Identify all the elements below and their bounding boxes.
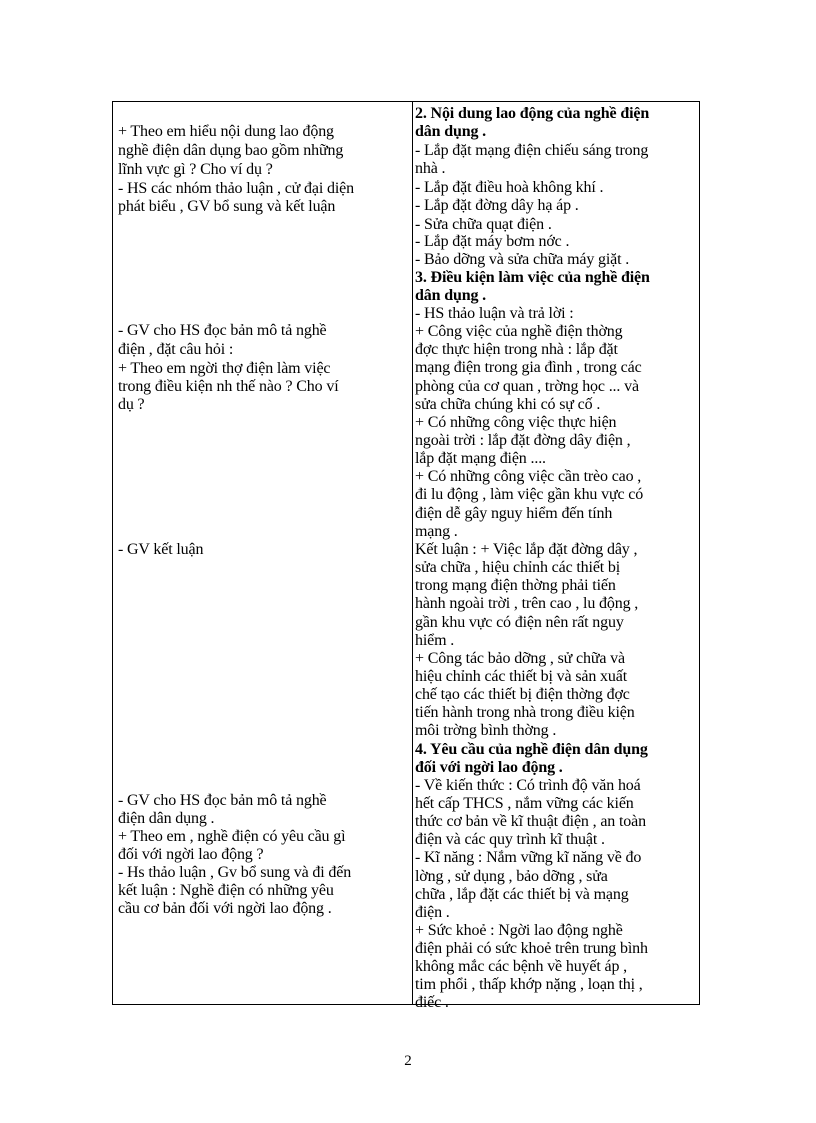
right-column-line: Kết luận : + Việc lắp đặt đờng dây , — [415, 541, 638, 558]
left-column-line: + Theo em ngời thợ điện làm việc — [118, 360, 331, 377]
right-column-line: mạng . — [415, 523, 458, 540]
right-column-line: dân dụng . — [415, 287, 486, 304]
left-column-line: điện , đặt câu hỏi : — [118, 341, 234, 358]
right-column-line: - Lắp đặt đờng dây hạ áp . — [415, 197, 579, 214]
right-column-line: phòng của cơ quan , trờng học ... và — [415, 378, 639, 395]
right-column-line: - Về kiến thức : Có trình độ văn hoá — [415, 777, 641, 794]
right-column-line: 3. Điều kiện làm việc của nghề điện — [415, 269, 650, 286]
left-column-line: dụ ? — [118, 396, 145, 413]
right-column-line: tim phổi , thấp khớp nặng , loạn thị , — [415, 976, 643, 993]
left-column-line: + Theo em , nghề điện có yêu cầu gì — [118, 828, 346, 845]
right-column-line: dân dụng . — [415, 123, 486, 140]
left-column-line: trong điều kiện nh thế nào ? Cho ví — [118, 378, 339, 395]
right-column-line: + Có những công việc cần trèo cao , — [415, 468, 642, 485]
page-number: 2 — [404, 1053, 412, 1069]
left-column-line: - GV cho HS đọc bản mô tả nghề — [118, 792, 327, 809]
left-column-line: đối với ngời lao động ? — [118, 846, 264, 863]
right-column-line: thức cơ bản về kĩ thuật điện , an toàn — [415, 813, 646, 830]
right-column-line: mạng điện trong gia đình , trong các — [415, 359, 642, 376]
right-column-line: - Sửa chữa quạt điện . — [415, 216, 552, 233]
right-column-line: chế tạo các thiết bị điện thờng đợc — [415, 686, 630, 703]
right-column-line: tiến hành trong nhà trong điều kiện — [415, 704, 635, 721]
right-column-line: - Kĩ năng : Nắm vững kĩ năng về đo — [415, 849, 642, 866]
right-column-line: - Lắp đặt mạng điện chiếu sáng trong — [415, 142, 649, 159]
left-column-line: - GV cho HS đọc bản mô tả nghề — [118, 322, 327, 339]
right-column-line: đi lu động , làm việc gần khu vực có — [415, 486, 644, 503]
left-column-line: - GV kết luận — [118, 541, 204, 558]
right-column-line: môi trờng bình thờng . — [415, 722, 557, 739]
right-column-line: đối với ngời lao động . — [415, 759, 563, 776]
right-column-line: - Lắp đặt điều hoà không khí . — [415, 179, 604, 196]
right-column-line: 4. Yêu cầu của nghề điện dân dụng — [415, 741, 648, 758]
right-column-line: 2. Nội dung lao động của nghề điện — [415, 105, 650, 122]
right-column-line: điện phải có sức khoẻ trên trung bình — [415, 940, 648, 957]
right-column-line: hết cấp THCS , nắm vững các kiến — [415, 795, 634, 812]
right-column-line: + Sức khoẻ : Ngời lao động nghề — [415, 922, 623, 939]
right-column-line: không mắc các bệnh về huyết áp , — [415, 958, 628, 975]
right-column-line: điện dễ gây nguy hiểm đến tính — [415, 505, 613, 522]
right-column-line: hiểm . — [415, 632, 455, 649]
right-column-line: - Lắp đặt máy bơm nớc . — [415, 233, 570, 250]
column-divider — [412, 102, 413, 1004]
right-column-line: ngoài trời : lắp đặt đờng dây điện , — [415, 432, 631, 449]
left-column-line: lĩnh vực gì ? Cho ví dụ ? — [118, 161, 273, 178]
left-column-line: điện dân dụng . — [118, 810, 215, 827]
right-column-line: sửa chữa chúng khi có sự cố . — [415, 396, 601, 413]
right-column-line: lắp đặt mạng điện .... — [415, 450, 546, 467]
right-column-line: + Công việc của nghề điện thờng — [415, 323, 623, 340]
left-column-line: cầu cơ bản đối với ngời lao động . — [118, 900, 332, 917]
right-column-line: hành ngoài trời , trên cao , lu động , — [415, 595, 639, 612]
left-column-line: kết luận : Nghề điện có những yêu — [118, 882, 334, 899]
left-column-line: - Hs thảo luận , Gv bổ sung và đi đến — [118, 864, 352, 881]
left-column-line: + Theo em hiểu nội dung lao động — [118, 123, 334, 140]
right-column-line: chữa , lắp đặt các thiết bị và mạng — [415, 886, 629, 903]
right-column-line: + Công tác bảo dỡng , sử chữa và — [415, 650, 625, 667]
right-column-line: đợc thực hiện trong nhà : lắp đặt — [415, 341, 618, 358]
right-column-line: nhà . — [415, 160, 446, 177]
right-column-line: điện . — [415, 904, 450, 921]
right-column-line: trong mạng điện thờng phải tiến — [415, 577, 616, 594]
right-column-line: lờng , sử dụng , bảo dỡng , sửa — [415, 868, 608, 885]
right-column-line: điếc . — [415, 994, 449, 1011]
right-column-line: điện và các quy trình kĩ thuật . — [415, 831, 605, 848]
right-column-line: - HS thảo luận và trả lời : — [415, 305, 574, 322]
right-column-line: + Có những công việc thực hiện — [415, 414, 617, 431]
right-column-line: hiệu chỉnh các thiết bị và sản xuất — [415, 668, 628, 685]
right-column-line: - Bảo dỡng và sửa chữa máy giặt . — [415, 251, 630, 268]
right-column-line: gần khu vực có điện nên rất nguy — [415, 614, 624, 631]
left-column-line: nghề điện dân dụng bao gồm những — [118, 142, 344, 159]
left-column-line: - HS các nhóm thảo luận , cử đại diện — [118, 180, 354, 197]
right-column-line: sửa chữa , hiệu chỉnh các thiết bị — [415, 559, 621, 576]
left-column-line: phát biểu , GV bổ sung và kết luận — [118, 198, 336, 215]
